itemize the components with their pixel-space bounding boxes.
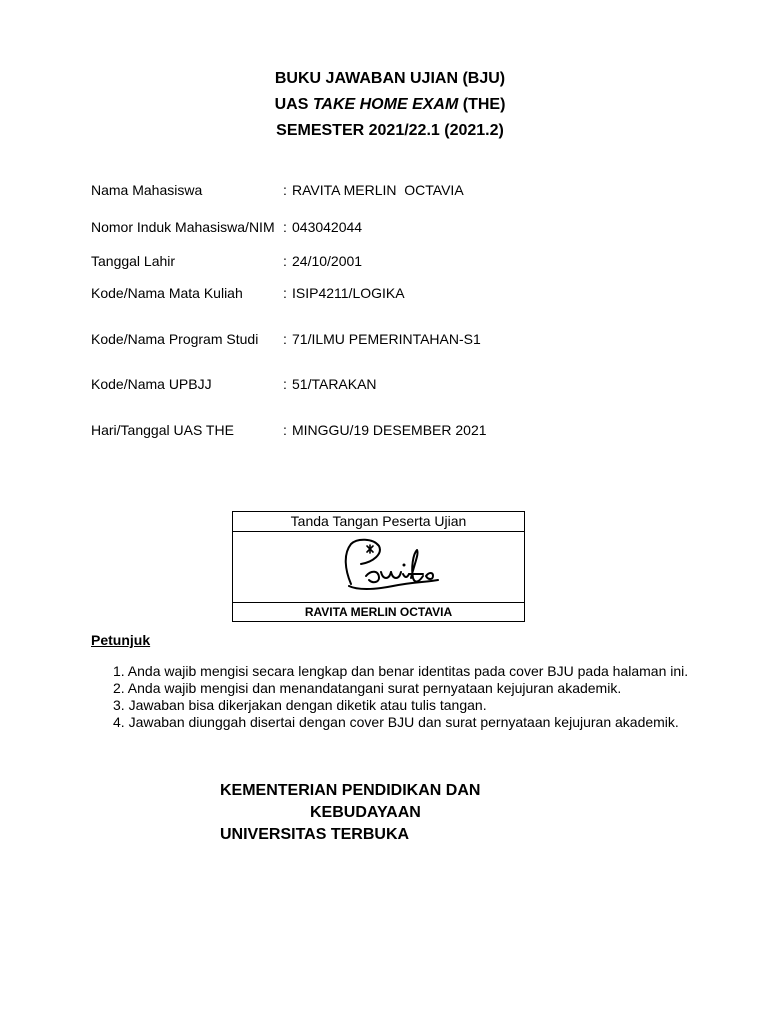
- field-separator: :: [283, 253, 287, 269]
- university-name: UNIVERSITAS TERBUKA: [220, 826, 410, 843]
- field-label: Tanggal Lahir: [91, 253, 176, 269]
- field-value: MINGGU/19 DESEMBER 2021: [292, 422, 487, 438]
- instructions-heading: Petunjuk: [91, 632, 151, 648]
- field-separator: :: [283, 376, 287, 392]
- field-separator: :: [283, 219, 287, 235]
- field-separator: :: [283, 422, 287, 438]
- field-value: 24/10/2001: [292, 253, 363, 269]
- field-label: Nama Mahasiswa: [91, 182, 203, 198]
- field-label: Kode/Nama Mata Kuliah: [91, 285, 243, 301]
- title-line-1: BUKU JAWABAN UJIAN (BJU): [274, 70, 506, 87]
- instruction-item: 4. Jawaban diunggah disertai dengan cover BJU dan surat pernyataan kejujuran akademik.: [113, 714, 679, 730]
- field-label: Kode/Nama UPBJJ: [91, 376, 212, 392]
- field-value: 71/ILMU PEMERINTAHAN-S1: [292, 331, 481, 347]
- title-line-2: [0, 92, 768, 118]
- title-line-2-prefix: UAS: [274, 96, 313, 113]
- field-separator: :: [283, 182, 287, 198]
- ministry-name-line-2: KEBUDAYAAN: [310, 804, 421, 821]
- handwritten-signature: [233, 532, 523, 603]
- title-line-3: SEMESTER 2021/22.1 (2021.2): [276, 122, 504, 139]
- signature-box: [232, 511, 525, 622]
- title-line-2-italic: TAKE HOME EXAM: [312, 96, 459, 113]
- field-value: 043042044: [292, 219, 363, 235]
- signature-caption: Tanda Tangan Peserta Ujian: [233, 512, 524, 532]
- field-value: ISIP4211/LOGIKA: [292, 285, 405, 301]
- title-line-2-suffix: (THE): [458, 96, 506, 113]
- field-label: Hari/Tanggal UAS THE: [91, 422, 234, 438]
- document-title: [0, 66, 768, 144]
- ministry-name-line-1: KEMENTERIAN PENDIDIKAN DAN: [220, 782, 481, 799]
- signature-image: [233, 532, 524, 603]
- instruction-item: 1. Anda wajib mengisi secara lengkap dan benar identitas pada cover BJU pada halaman ini.: [113, 663, 689, 679]
- signer-name: RAVITA MERLIN OCTAVIA: [233, 602, 524, 621]
- instruction-item: 3. Jawaban bisa dikerjakan dengan diketik atau tulis tangan.: [113, 697, 487, 713]
- field-separator: :: [283, 331, 287, 347]
- instructions-list: [113, 663, 688, 731]
- field-label: Kode/Nama Program Studi: [91, 331, 259, 347]
- field-label: Nomor Induk Mahasiswa/NIM: [91, 219, 275, 235]
- field-separator: :: [283, 285, 287, 301]
- institution-footer: [220, 780, 480, 846]
- field-value: RAVITA MERLIN OCTAVIA: [292, 182, 464, 198]
- instruction-item: 2. Anda wajib mengisi dan menandatangani surat pernyataan kejujuran akademik.: [113, 680, 622, 696]
- field-value: 51/TARAKAN: [292, 376, 377, 392]
